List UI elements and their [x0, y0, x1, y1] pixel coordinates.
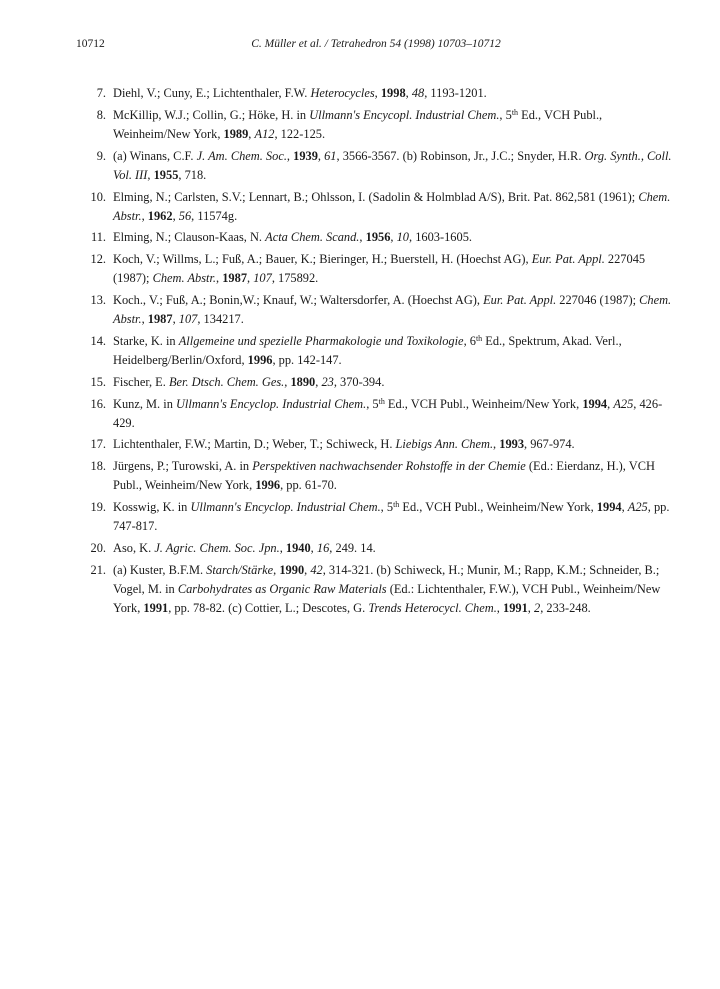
reference-text: Fischer, E. Ber. Dtsch. Chem. Ges., 1890, 23, 370-394. [113, 374, 385, 389]
reference-item [76, 228, 676, 247]
reference-item [76, 147, 676, 185]
reference-item [76, 435, 676, 454]
reference-item [76, 457, 676, 495]
reference-number: 17. [90, 437, 106, 452]
reference-number: 21. [90, 562, 106, 577]
reference-text: Aso, K. J. Agric. Chem. Soc. Jpn., 1940, 16, 249. 14. [113, 540, 376, 555]
reference-text: (a) Kuster, B.F.M. Starch/Stärke, 1990, 42, 314-321. (b) Schiweck, H.; Munir, M.; Rapp, K.M.; Schneider, B.; Vogel, M. in Carbohydrates as Organic Raw Materials (Ed.: Lichtenthaler, F.W.), VCH Publ., Weinheim/New York, 1991, pp. 78-82. (c) Cottier, L.; Descotes, G. Trends Heterocycl. Chem., 1991, 2, 233-248. [113, 562, 661, 616]
reference-number: 13. [90, 293, 106, 308]
page-number: 10712 [76, 38, 105, 50]
reference-text: McKillip, W.J.; Collin, G.; Höke, H. in Ullmann's Encycopl. Industrial Chem., 5th Ed., VCH Publ., Weinheim/New York, 1989, A12, 122-125. [113, 107, 603, 141]
reference-text: Elming, N.; Clauson-Kaas, N. Acta Chem. Scand., 1956, 10, 1603-1605. [113, 230, 472, 245]
reference-text: (a) Winans, C.F. J. Am. Chem. Soc., 1939, 61, 3566-3567. (b) Robinson, Jr., J.C.; Snyder, H.R. Org. Synth., Coll. Vol. III, 1955, 718. [113, 148, 672, 182]
reference-number: 11. [90, 230, 106, 245]
reference-number: 15. [90, 374, 106, 389]
reference-text: Elming, N.; Carlsten, S.V.; Lennart, B.; Ohlsson, I. (Sadolin & Holmblad A/S), Brit. Pat. 862,581 (1961); Chem. Abstr., 1962, 56, 11574g. [113, 189, 671, 223]
reference-text: Kunz, M. in Ullmann's Encyclop. Industrial Chem., 5th Ed., VCH Publ., Weinheim/New York, 1994, A25, 426-429. [113, 396, 663, 430]
reference-text: Lichtenthaler, F.W.; Martin, D.; Weber, T.; Schiweck, H. Liebigs Ann. Chem., 1993, 967-974. [113, 437, 575, 452]
reference-item [76, 84, 676, 103]
reference-list [76, 84, 676, 621]
reference-item [76, 561, 676, 619]
reference-text: Kosswig, K. in Ullmann's Encyclop. Industrial Chem., 5th Ed., VCH Publ., Weinheim/New York, 1994, A25, pp. 747-817. [113, 500, 670, 534]
reference-number: 7. [96, 86, 106, 100]
reference-number: 19. [90, 500, 106, 515]
reference-number: 8. [96, 107, 106, 122]
reference-item [76, 250, 676, 288]
reference-item [76, 106, 676, 144]
reference-number: 9. [96, 148, 106, 163]
reference-text: Jürgens, P.; Turowski, A. in Perspektiven nachwachsender Rohstoffe in der Chemie (Ed.: Eierdanz, H.), VCH Publ., Weinheim/New York, 1996, pp. 61-70. [113, 459, 655, 493]
reference-number: 16. [90, 396, 106, 411]
reference-item [76, 291, 676, 329]
reference-item [76, 539, 676, 558]
reference-item [76, 498, 676, 536]
reference-item [76, 188, 676, 226]
reference-number: 20. [90, 540, 106, 555]
running-title: C. Müller et al. / Tetrahedron 54 (1998) 10703–10712 [251, 38, 501, 50]
reference-item [76, 395, 676, 433]
reference-number: 12. [90, 252, 106, 267]
reference-number: 18. [90, 459, 106, 474]
reference-number: 14. [90, 333, 106, 348]
reference-item [76, 332, 676, 370]
reference-text: Koch, V.; Willms, L.; Fuß, A.; Bauer, K.; Bieringer, H.; Buerstell, H. (Hoechst AG), Eur. Pat. Appl. 227045 (1987); Chem. Abstr., 1987, 107, 175892. [113, 252, 646, 286]
reference-item [76, 373, 676, 392]
page-header [76, 38, 676, 54]
reference-text: Starke, K. in Allgemeine und spezielle Pharmakologie und Toxikologie, 6th Ed., Spektrum, Akad. Verl., Heidelberg/Berlin/Oxford, 1996, pp. 142-147. [113, 333, 622, 368]
reference-text: Koch., V.; Fuß, A.; Bonin,W.; Knauf, W.; Waltersdorfer, A. (Hoechst AG), Eur. Pat. Appl. 227046 (1987); Chem. Abstr., 1987, 107, 134217. [113, 293, 672, 327]
reference-text: Diehl, V.; Cuny, E.; Lichtenthaler, F.W. Heterocycles, 1998, 48, 1193-1201. [113, 86, 487, 100]
reference-number: 10. [90, 189, 106, 204]
